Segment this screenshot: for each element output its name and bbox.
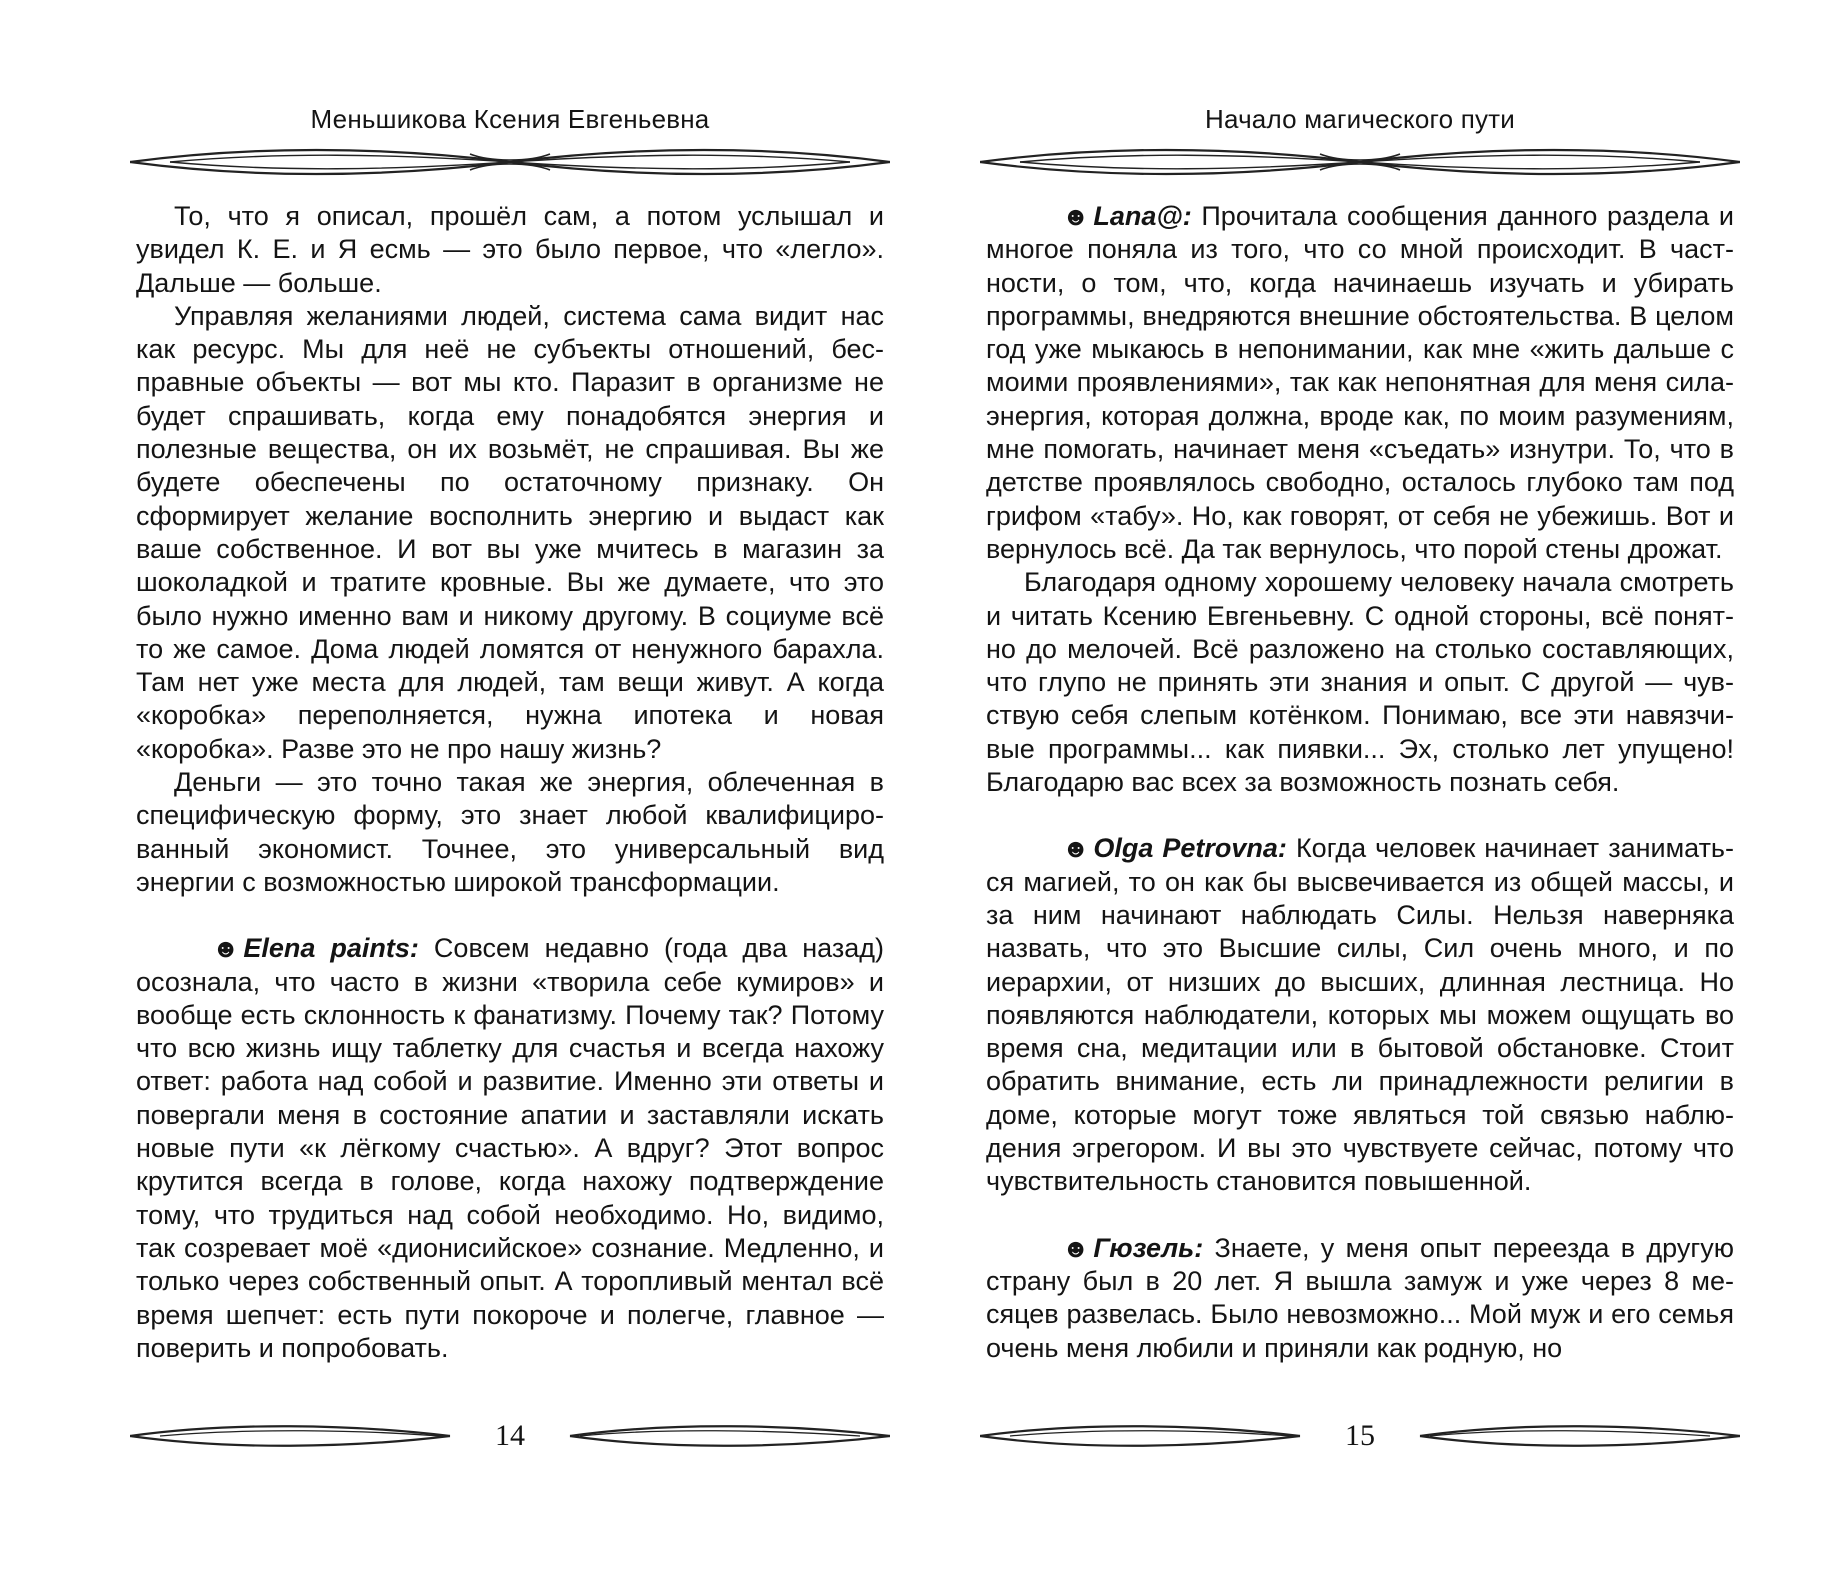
page-number: 15 [1310, 1418, 1410, 1454]
comment-text: Когда человек начинает заниматься магией, то он как бы высвечивается из общей массы, и за ним начинают наблюдать Силы. Нельзя наверняка назвать, что это Высшие силы, Сил очень много, и по иерархии, от низших до высших, длинная лестница. Но появляются наблюдатели, которых мы можем ощущать во время сна, медитации или в бытовой обстановке. Стоит обратить внимание, есть ли принадлежности религии в доме, которые могут тоже являться той связью наблюдения эгрегором. И вы это чувствуете сейчас, потому что чувствительность становится повышенной. [986, 833, 1734, 1197]
comment-olga-petrovna [986, 832, 1734, 1198]
comment-elena-paints [136, 932, 884, 1365]
paragraph: Деньги — это точно такая же энергия, облеченная в специфическую форму, это знает любой квалифицированный экономист. Точнее, это универсальный вид энергии с возможностью широкой трансформации. [136, 767, 884, 897]
comment-text: Совсем недавно (года два назад) осознала, что часто в жизни «творила себе кумиров» и вообще есть склонность к фанатизму. Почему так? Потому что всю жизнь ищу таблетку для счастья и всегда нахожу ответ: работа над собой и развитие. Именно эти ответы и повергали меня в состояние апатии и заставляли искать новые пути «к лёгкому счастью». А вдруг? Этот вопрос крутится всегда в голове, когда нахожу подтверждение тому, что трудиться над собой необходимо. Но, видимо, так созревает моё «дионисийское» сознание. Медленно, и только через собственный опыт. А торопливый ментал всё время шепчет: есть пути покороче и полегче, главное — поверить и попробовать. [136, 933, 885, 1363]
header-ornament [980, 140, 1740, 184]
smiley-icon: ☻ [1062, 201, 1090, 231]
comment-author: Lana@: [1093, 201, 1192, 231]
paragraph: То, что я описал, прошёл сам, а потом услышал и увидел К. Е. и Я есмь — это было первое, что «легло». Дальше — больше. [136, 201, 884, 298]
page-number: 14 [460, 1418, 560, 1454]
comment-text: Знаете, у меня опыт переезда в другую страну был в 20 лет. Я вышла замуж и уже через 8 месяцев развелась. Было невозможно... Мой муж и его семья очень меня любили и приняли как родную, но [986, 1232, 1734, 1363]
paragraph: Управляя желаниями людей, система сама видит нас как ресурс. Мы для неё не субъекты отношений, бесправные объекты — вот мы кто. Паразит в организме не будет спрашивать, когда ему понадобятся энергия и полезные вещества, он их возьмёт, не спрашивая. Вы же будете обеспечены по остаточному признаку. Он сформирует желание восполнить энергию и выдаст как ваше собственное. И вот вы уже мчитесь в магазин за шоколадкой и тратите кровные. Вы же думаете, что это было нужно именно вам и никому другому. В социуме всё то же самое. Дома людей ломятся от ненужного барахла. Там нет уже места для людей, там вещи живут. А когда «коробка» переполняется, нужна ипотека и новая «коробка». Разве это не про нашу жизнь? [136, 300, 884, 764]
paragraph: Благодаря одному хорошему человеку начала смотреть и читать Ксению Евгеньевну. С одной стороны, всё понятно до мелочей. Всё разложено на столько составляющих, что глупо не принять эти знания и опыт. С другой — чувствую себя слепым котёнком. Понимаю, все эти навязчивые программы... как пиявки... Эх, столько лет упущено! Благодарю вас всех за возможность познать себя. [986, 567, 1734, 798]
smiley-icon: ☻ [1062, 1232, 1090, 1263]
comment-guzel [986, 1232, 1734, 1365]
comment-author: Olga Petrovna: [1093, 833, 1287, 864]
smiley-icon: ☻ [212, 933, 240, 964]
comment-author: Гюзель: [1093, 1232, 1204, 1263]
right-page [980, 0, 1740, 1578]
comment-text: Прочитала сообщения данного раздела и многое поняла из того, что со мной происходит. В частности, о том, что, когда начинаешь изучать и убирать программы, внедряются внешние обстоятельства. В целом год уже мыкаюсь в непонимании, как мне «жить дальше с моими проявлениями», так как непонятная для меня сила-энергия, которая должна, вроде как, по моим разумениям, мне помогать, начинает меня «съедать» изнутри. То, что в детстве проявлялось свободно, осталось глубоко там под грифом «табу». Но, как говорят, от себя не убежишь. Вот и вернулось всё. Да так вернулось, что порой стены дрожат. [986, 201, 1734, 564]
running-head-title: Начало магического пути [1205, 104, 1515, 134]
left-page-text [136, 200, 884, 1365]
left-page [130, 0, 890, 1578]
comment-author: Elena paints: [243, 933, 419, 964]
comment-lana [986, 200, 1734, 566]
right-page-text [986, 200, 1734, 1365]
running-head-author: Меньшикова Ксения Евгеньевна [310, 104, 710, 134]
smiley-icon: ☻ [1062, 833, 1090, 864]
header-ornament [130, 140, 890, 184]
